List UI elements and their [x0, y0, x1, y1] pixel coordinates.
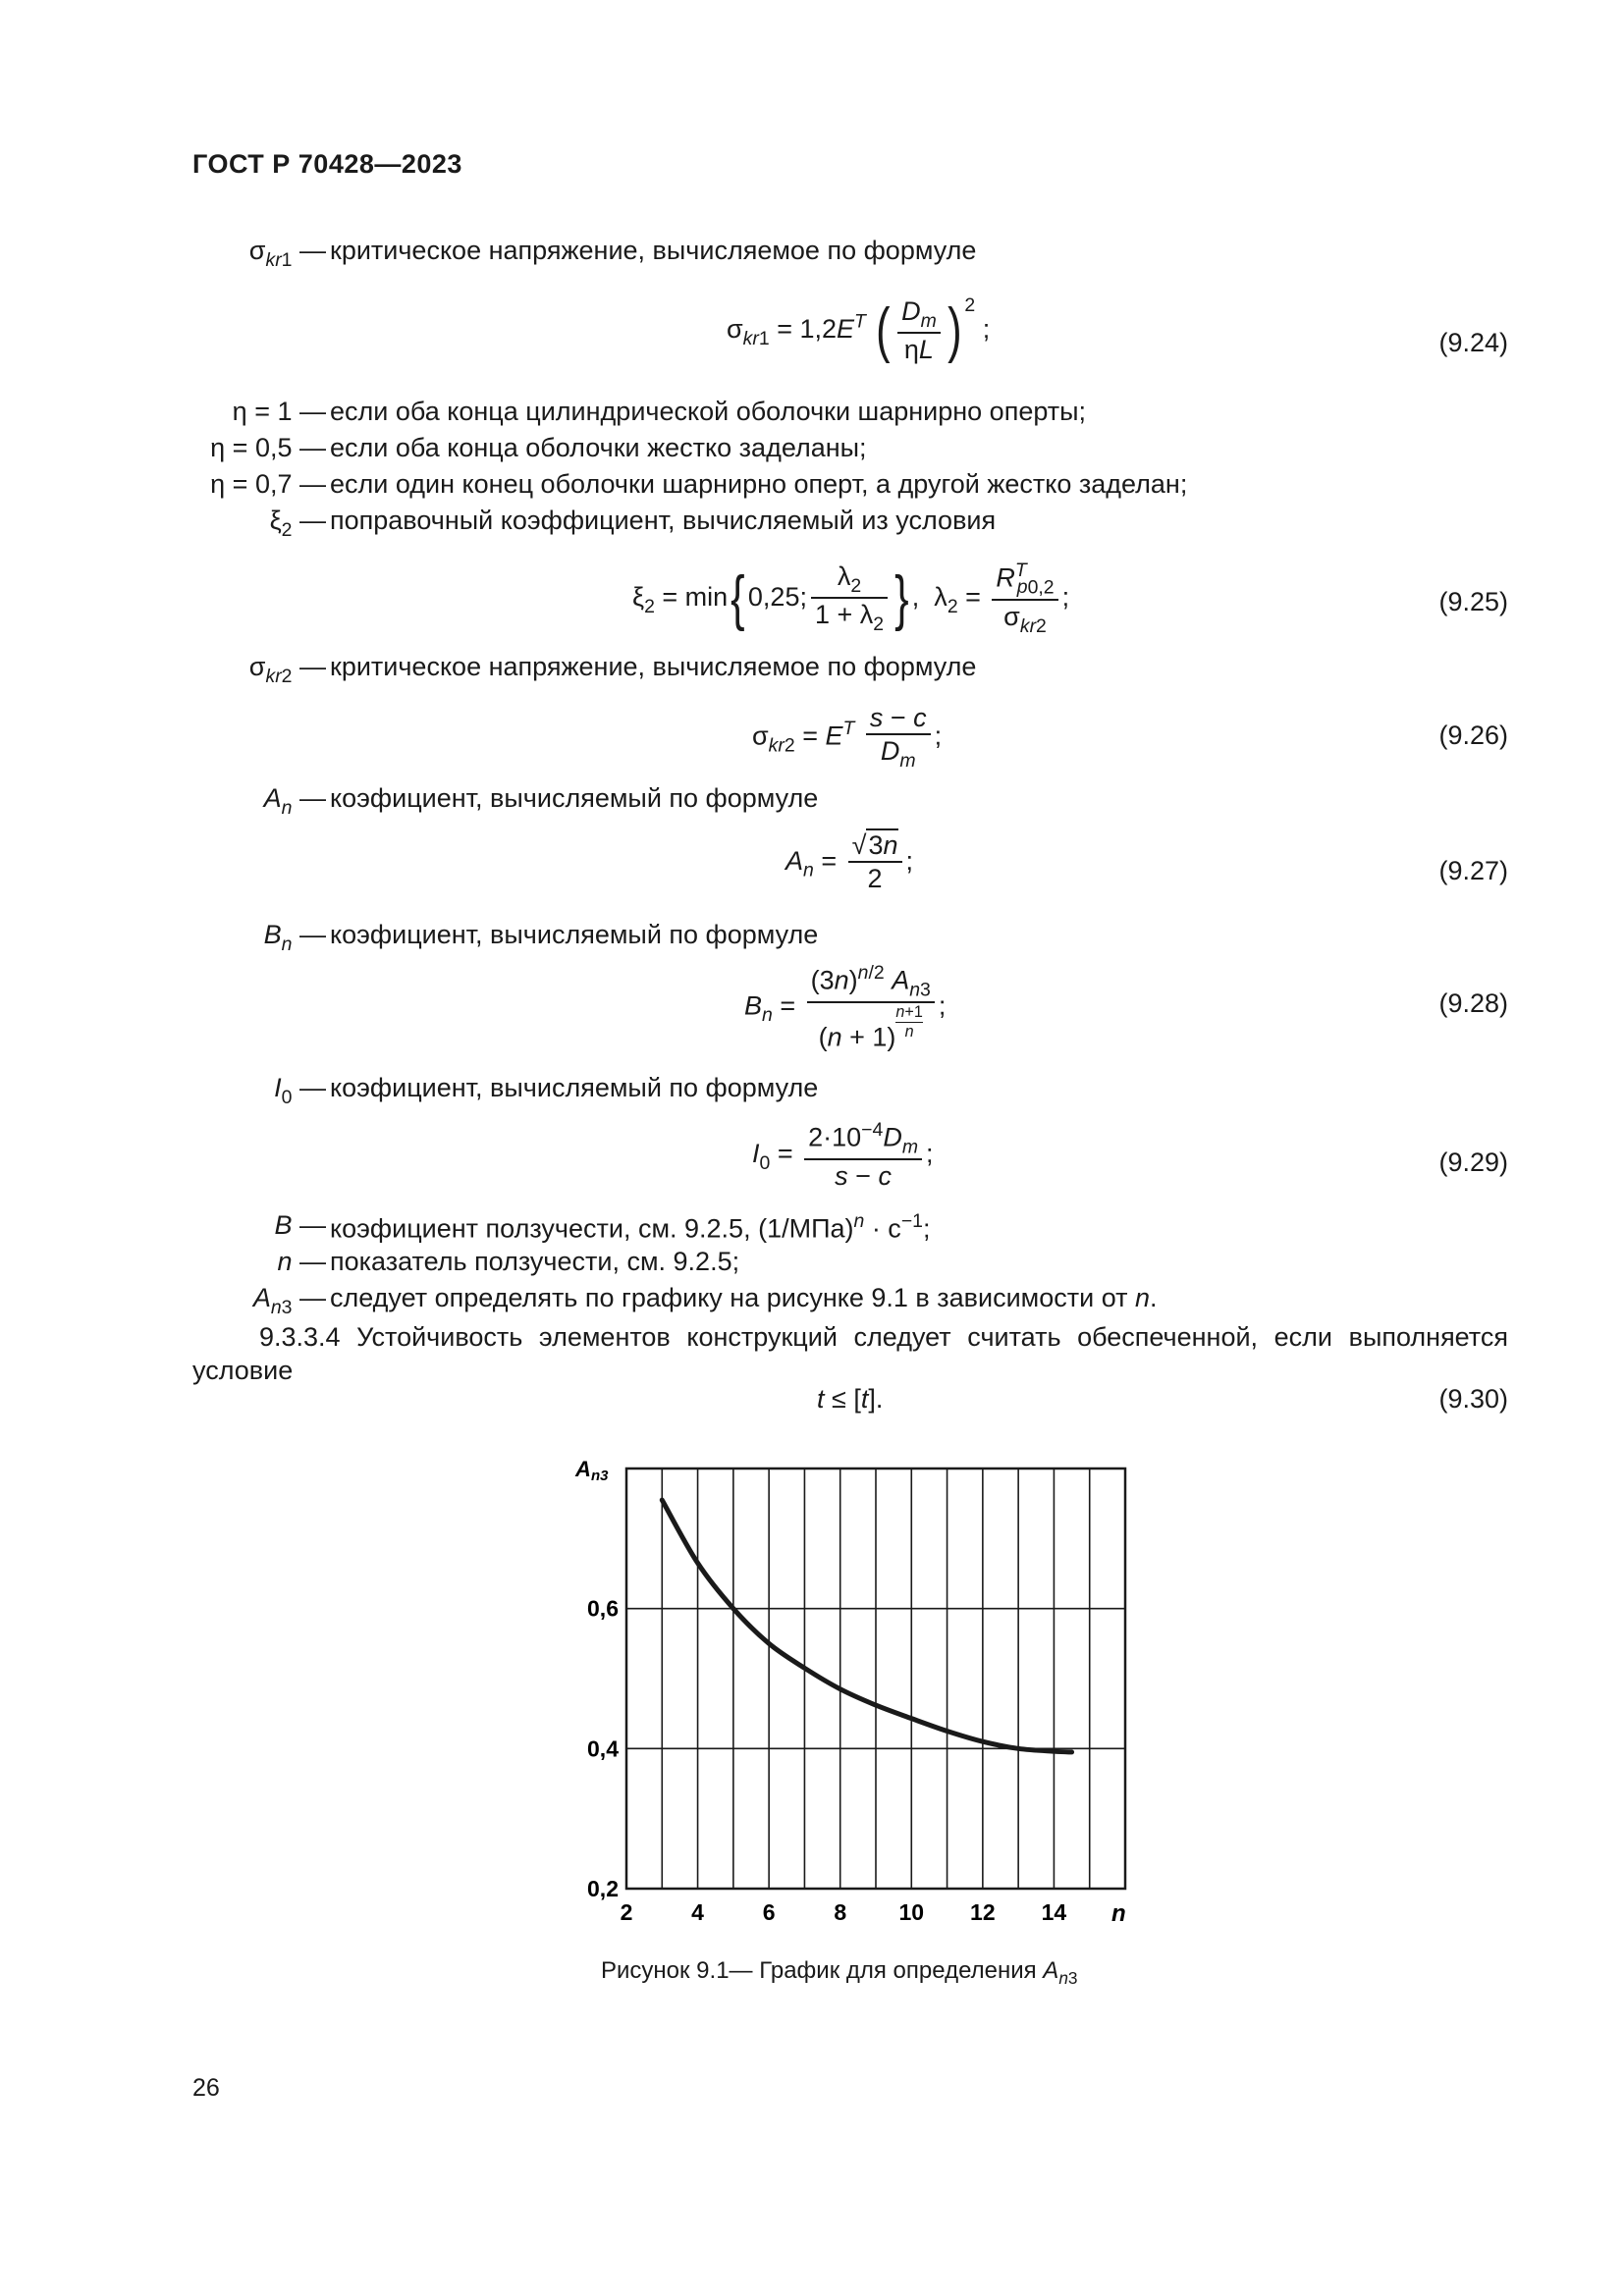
page-number: 26 — [192, 2074, 220, 2102]
def-An: коэфициент, вычисляемый по формуле — [330, 783, 819, 813]
eq-number-9-25: (9.25) — [1438, 587, 1508, 616]
eq-number-9-28: (9.28) — [1438, 988, 1508, 1018]
formula-9-30: t ≤ [t]. — [817, 1384, 884, 1414]
term-eta-07: η = 0,7 — — [210, 469, 326, 499]
formula-9-25: $\xi_2 = \min${ 0,25; $\frac{\lambda_2}{1 + \lambda_2}$ } , $\lambda_2$ = $\frac{R^T_{p0,2}}{\sigma_{kr2}}$ ; — [632, 560, 1070, 637]
eq-number-9-29: (9.29) — [1438, 1148, 1508, 1177]
def-xi2: поправочный коэффициент, вычисляемый из условия — [330, 506, 997, 535]
formula-9-29: $I_0$ = $\frac{2\cdot 10^{-4}D_m}{s - c}$ ; — [752, 1119, 934, 1191]
def-eta-07: если один конец оболочки шарнирно оперт, а другой жестко заделан; — [330, 469, 1188, 499]
chart-x-tick-label: 4 — [691, 1899, 704, 1925]
chart-y-axis-label-sub: n3 — [591, 1468, 609, 1484]
chart-x-tick-label: 6 — [762, 1899, 776, 1925]
def-eta-1: если оба конца цилиндрической оболочки шарнирно оперты; — [330, 397, 1087, 426]
eq-number-9-26: (9.26) — [1438, 721, 1508, 750]
formula-9-26: $\sigma_{kr2} = E^T$ $\frac{s - c}{D_m}$ ; — [752, 703, 943, 772]
chart-y-axis-label: A — [575, 1457, 591, 1481]
def-eta-05: если оба конца оболочки жестко заделаны; — [330, 433, 867, 462]
term-An3: $A_{n3}$ — — [252, 1283, 326, 1318]
chart-grid — [626, 1468, 1125, 1889]
eq-number-9-30: (9.30) — [1438, 1384, 1508, 1414]
term-eta-1: η = 1 — — [232, 397, 326, 426]
chart-series-line — [662, 1500, 1071, 1752]
chart-x-tick-label: 12 — [970, 1899, 996, 1925]
figure-9-1-chart — [550, 1443, 1139, 1934]
chart-x-tick-label: 14 — [1041, 1899, 1067, 1925]
formula-9-27: $A_n$ = $\frac{√3n}{2}$ ; — [785, 830, 914, 894]
chart-x-axis-label: n — [1111, 1900, 1126, 1927]
chart-x-tick-label: 8 — [834, 1899, 847, 1925]
document-header: ГОСТ Р 70428—2023 — [192, 149, 462, 179]
def-Bn: коэфициент, вычисляемый по формуле — [330, 920, 819, 949]
chart-y-tick-label: 0,2 — [587, 1876, 619, 1901]
figure-caption: Рисунок 9.1— График для определения $A_{n3}$ — [601, 1957, 1078, 1989]
def-n: показатель ползучести, см. 9.2.5; — [330, 1247, 740, 1276]
chart-x-tick-label: 2 — [620, 1899, 633, 1925]
term-sigma-kr1: $\sigma_{kr1}$ — — [248, 236, 326, 271]
chart-x-tick-label: 10 — [898, 1899, 925, 1925]
def-sigma-kr1: критическое напряжение, вычисляемое по формуле — [330, 236, 977, 265]
formula-9-24: $\sigma_{kr1} = 1,2E^T$ ( $\frac{D_m}{\eta L}$ ) $^2$ ; — [727, 294, 991, 365]
chart-y-tick-label: 0,6 — [587, 1595, 619, 1622]
term-Bn: $B_n$ — — [263, 920, 326, 955]
formula-9-28: $B_n$ = $(3n)^{n/2}$ $A_{n3}$ (n + 1) $^{\frac{n+1}{n}}$ ; — [744, 962, 947, 1052]
eq-number-9-24: (9.24) — [1438, 328, 1508, 357]
def-sigma-kr2: критическое напряжение, вычисляемое по формуле — [330, 652, 977, 681]
term-n: n — — [277, 1247, 326, 1276]
def-B: коэфициент ползучести, см. 9.2.5, $(1/МПа)^n \cdot c^{-1}$; — [330, 1210, 931, 1244]
term-I0: $I_0$ — — [274, 1073, 326, 1108]
def-I0: коэфициент, вычисляемый по формуле — [330, 1073, 819, 1102]
chart-series — [662, 1500, 1071, 1752]
term-sigma-kr2: $\sigma_{kr2}$ — — [248, 652, 326, 687]
term-eta-05: η = 0,5 — — [210, 433, 326, 462]
eq-number-9-27: (9.27) — [1438, 856, 1508, 885]
paragraph-9-3-3-4: 9.3.3.4 Устойчивость элементов конструкций следует считать обеспеченной, если выполняется условие — [192, 1322, 1508, 1385]
chart-tick-labels — [587, 1596, 1066, 1925]
def-An3: следует определять по графику на рисунке 9.1 в зависимости от n. — [330, 1283, 1158, 1312]
term-An: $A_n$ — — [263, 783, 326, 819]
term-B: B — — [274, 1210, 326, 1240]
term-xi2: $\xi_2$ — — [269, 506, 326, 541]
chart-y-tick-label: 0,4 — [587, 1735, 619, 1762]
